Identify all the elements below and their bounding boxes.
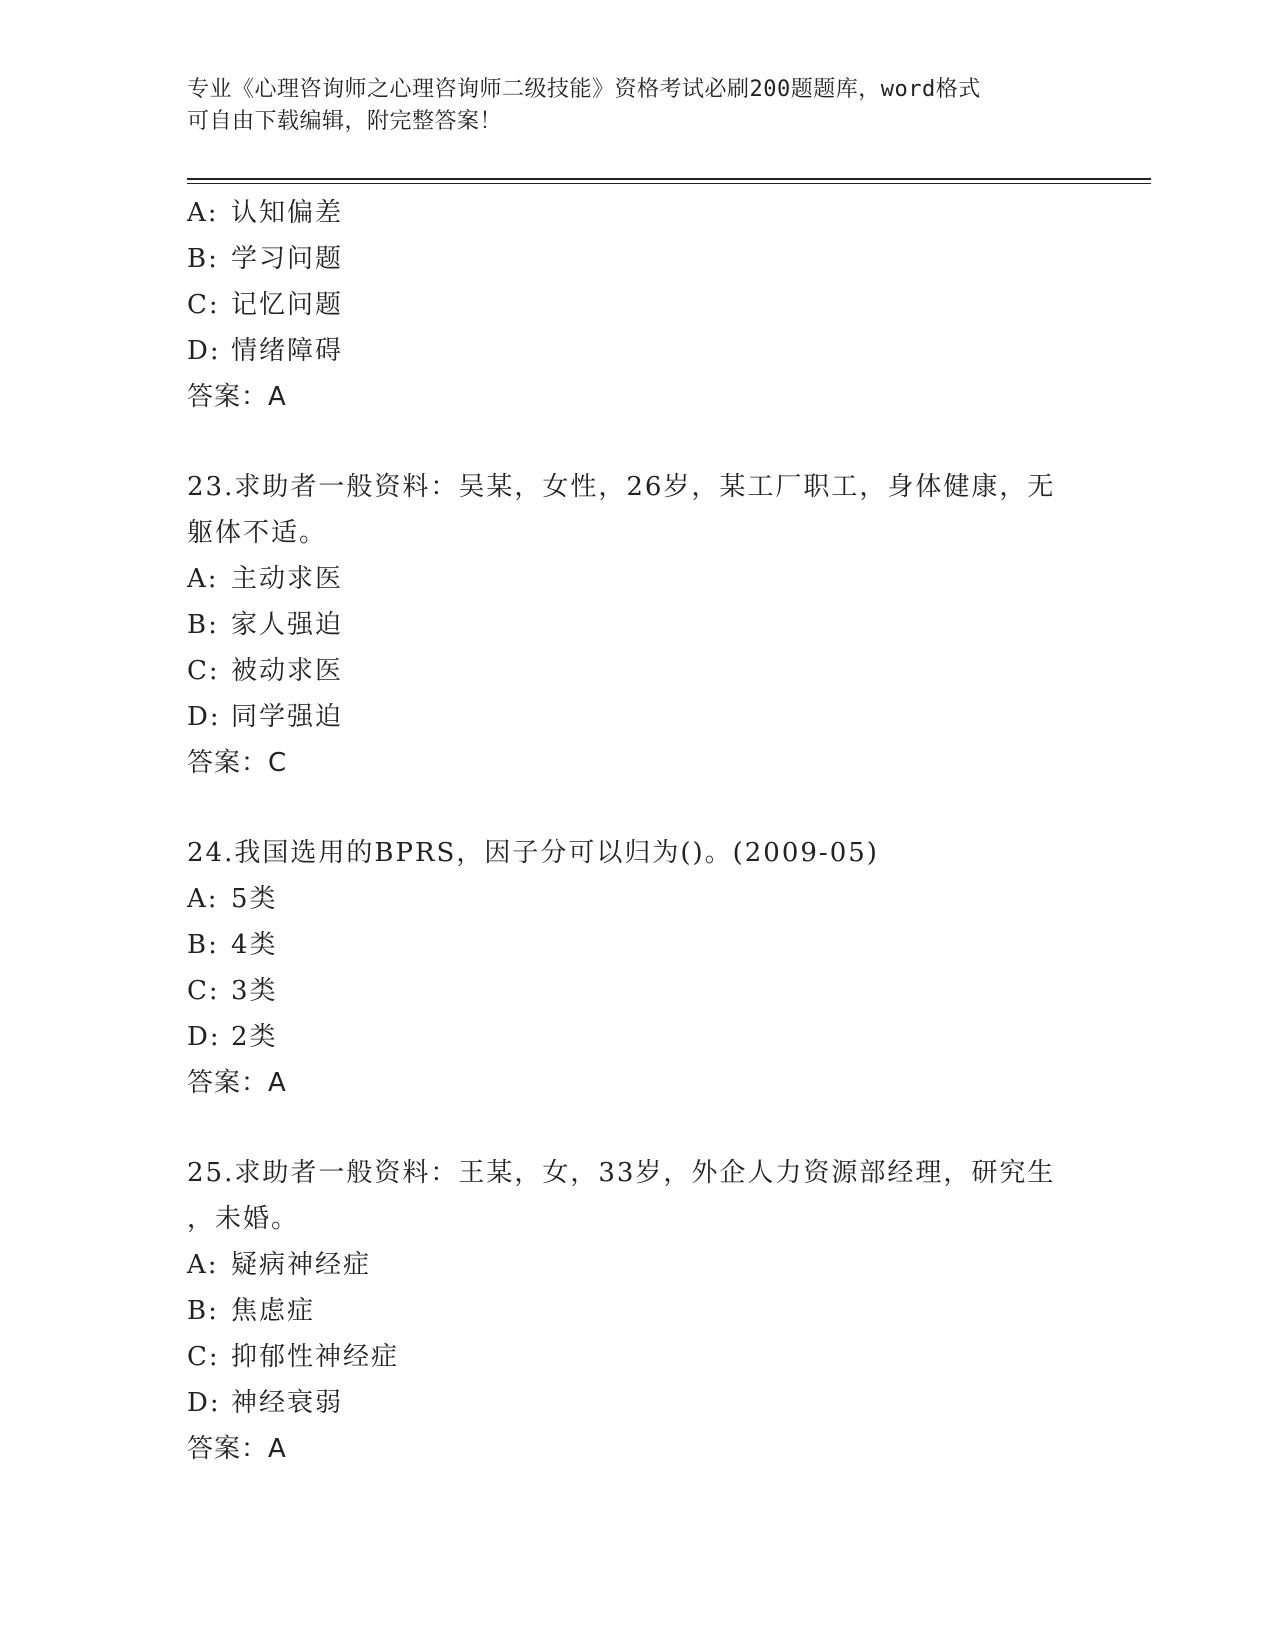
- option-label: C:: [187, 656, 220, 686]
- document-header: [187, 74, 1087, 138]
- option-text: 同学强迫: [231, 702, 344, 732]
- option-label: D:: [187, 336, 221, 366]
- option-b: [187, 1288, 1087, 1334]
- option-text: 主动求医: [231, 564, 344, 594]
- option-label: A:: [187, 884, 219, 914]
- option-b: [187, 602, 1087, 648]
- question-stem: 24.我国选用的BPRS，因子分可以归为()。(2009-05): [187, 838, 879, 868]
- option-label: D:: [187, 1022, 221, 1052]
- option-text: 认知偏差: [231, 198, 344, 228]
- spacer: [187, 1106, 1087, 1150]
- question-stem-continued: 躯体不适。: [187, 518, 328, 548]
- option-label: B:: [187, 610, 219, 640]
- option-label: C:: [187, 1342, 220, 1372]
- option-a: [187, 876, 1087, 922]
- header-divider-thick: [187, 178, 1151, 180]
- option-label: D:: [187, 1388, 221, 1418]
- option-b: [187, 236, 1087, 282]
- question-22: [187, 190, 1087, 420]
- question-23: [187, 464, 1087, 786]
- answer-line: 答案：C: [187, 748, 288, 778]
- option-c: [187, 1334, 1087, 1380]
- option-text: 疑病神经症: [231, 1250, 372, 1280]
- question-stem: 25.求助者一般资料：王某，女，33岁，外企人力资源部经理，研究生: [187, 1158, 1056, 1188]
- option-a: [187, 556, 1087, 602]
- spacer: [187, 786, 1087, 830]
- answer-line: 答案：A: [187, 1434, 287, 1464]
- option-label: B:: [187, 1296, 219, 1326]
- option-text: 2类: [231, 1022, 278, 1052]
- option-text: 记忆问题: [231, 290, 344, 320]
- option-text: 3类: [231, 976, 278, 1006]
- option-label: B:: [187, 930, 219, 960]
- option-d: [187, 1380, 1087, 1426]
- option-text: 家人强迫: [231, 610, 344, 640]
- option-c: [187, 282, 1087, 328]
- option-label: A:: [187, 564, 219, 594]
- option-text: 焦虑症: [231, 1296, 316, 1326]
- option-label: B:: [187, 244, 219, 274]
- header-line-1: 专业《心理咨询师之心理咨询师二级技能》资格考试必刷200题题库，word格式: [187, 77, 981, 102]
- question-stem: 23.求助者一般资料：吴某，女性，26岁，某工厂职工，身体健康，无: [187, 472, 1056, 502]
- option-text: 情绪障碍: [231, 336, 344, 366]
- option-d: [187, 328, 1087, 374]
- option-label: A:: [187, 1250, 219, 1280]
- question-25: [187, 1150, 1087, 1472]
- option-text: 被动求医: [231, 656, 344, 686]
- option-d: [187, 694, 1087, 740]
- option-a: [187, 190, 1087, 236]
- option-text: 神经衰弱: [231, 1388, 344, 1418]
- option-a: [187, 1242, 1087, 1288]
- option-text: 抑郁性神经症: [231, 1342, 400, 1372]
- option-c: [187, 968, 1087, 1014]
- option-c: [187, 648, 1087, 694]
- option-label: D:: [187, 702, 221, 732]
- option-label: A:: [187, 198, 219, 228]
- option-label: C:: [187, 290, 220, 320]
- option-d: [187, 1014, 1087, 1060]
- option-text: 5类: [231, 884, 278, 914]
- question-24: [187, 830, 1087, 1106]
- option-text: 学习问题: [231, 244, 344, 274]
- option-text: 4类: [231, 930, 278, 960]
- option-label: C:: [187, 976, 220, 1006]
- header-divider-thin: [187, 183, 1151, 184]
- option-b: [187, 922, 1087, 968]
- answer-line: 答案：A: [187, 1068, 287, 1098]
- answer-line: 答案：A: [187, 382, 287, 412]
- question-list: [187, 190, 1087, 1472]
- spacer: [187, 420, 1087, 464]
- question-stem-continued: ，未婚。: [187, 1204, 300, 1234]
- header-line-2: 可自由下载编辑，附完整答案！: [187, 109, 503, 134]
